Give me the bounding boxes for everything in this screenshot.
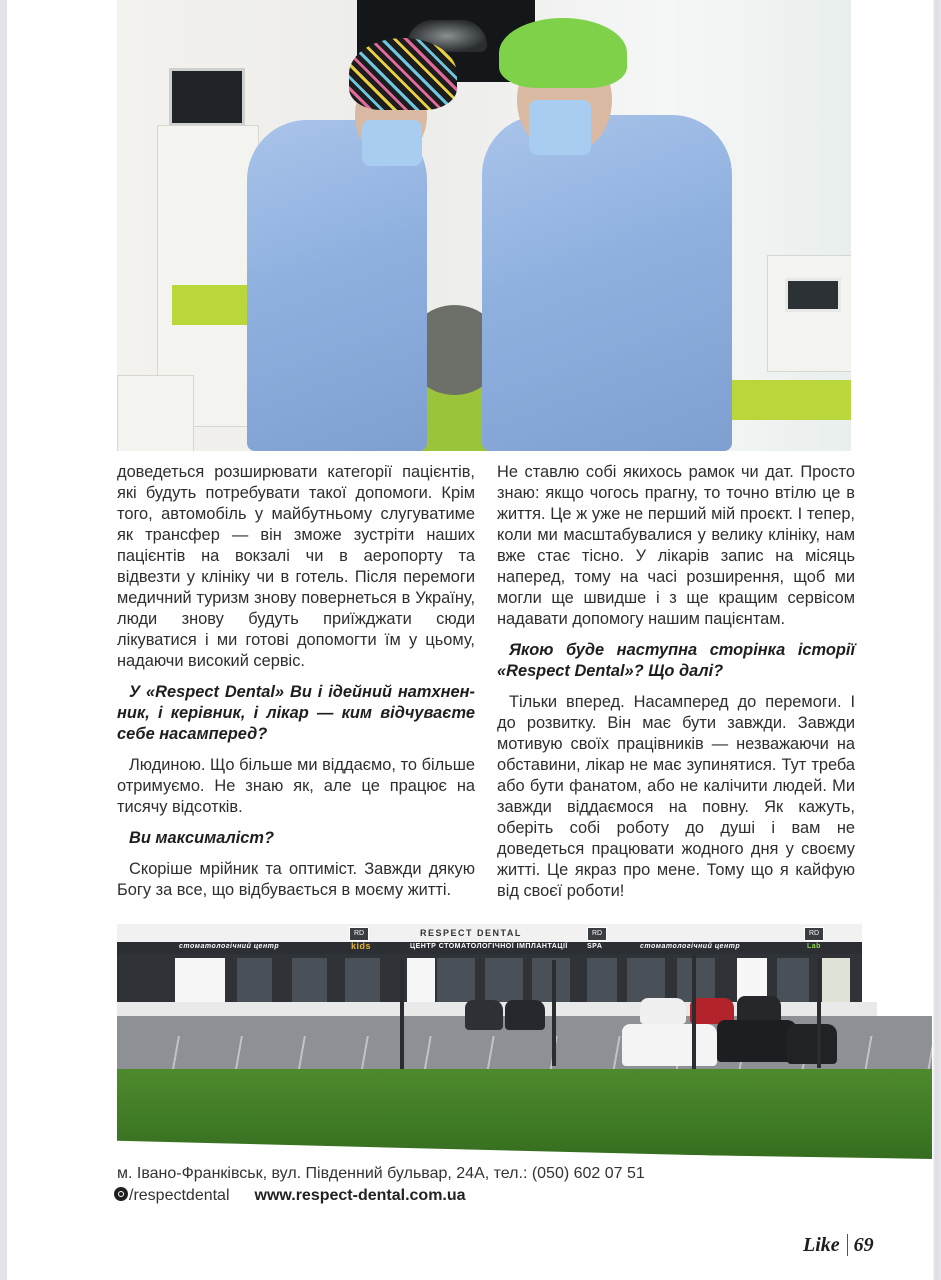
surgeon-left-mask xyxy=(362,120,422,166)
article-column-right xyxy=(497,462,855,912)
magazine-name: Like xyxy=(803,1234,840,1256)
lamp-post xyxy=(817,958,821,1068)
rd-logo: RD xyxy=(587,927,607,941)
unit-display xyxy=(785,278,841,312)
vital-monitor xyxy=(169,68,245,126)
surgical-unit xyxy=(767,255,851,372)
interview-question: Ви максималіст? xyxy=(129,829,274,847)
folio-divider xyxy=(847,1234,848,1256)
parked-car xyxy=(465,1000,503,1030)
parked-suv xyxy=(717,1020,797,1062)
sky-cutout xyxy=(862,924,932,1004)
surgeon-left-cap xyxy=(349,38,457,110)
surgery-photo xyxy=(117,0,851,451)
interview-question: Якою буде наступна сторінка історії «Respect Dental»? Що далі? xyxy=(497,641,855,680)
sign-dental-center-left: стоматологічний центр xyxy=(179,943,280,950)
parked-car xyxy=(787,1024,837,1064)
lamp-post xyxy=(400,960,404,1070)
interview-answer: Тільки вперед. Насамперед до перемоги. І до розвитку. Він має бути завжди. Завжди мотивую своїх працівників — незважаючи на обставини, лікар не має зупинятися. Тут треба або бути фанатом, або не калічити людей. Ми завжди віддаємося на повну. Як кажуть, оберіть собі роботу до душі і вам не доведеться працювати жодного дня у своєму житті. Це якраз про мене. Тому що я кайфую від своєї роботи! xyxy=(497,693,855,900)
white-panel xyxy=(407,958,435,1003)
lamp-post xyxy=(692,954,696,1069)
website-link[interactable]: www.respect-dental.com.ua xyxy=(254,1187,466,1204)
sign-lab: Lab xyxy=(807,943,821,950)
green-floor xyxy=(717,380,851,420)
interview-question: У «Respect Dental» Ви і ідейний натхненник, і керівник, і лікар — ким відчуваєте себе насамперед? xyxy=(117,683,475,743)
surgeon-right-gown xyxy=(482,115,732,451)
sign-implant-center: ЦЕНТР СТОМАТОЛОГІЧНОЇ ІМПЛАНТАЦІЇ xyxy=(410,943,568,950)
white-panel xyxy=(822,958,850,1003)
white-panel xyxy=(175,958,225,1003)
lamp-post xyxy=(552,960,556,1066)
sign-dental-center-right: стоматологічний центр xyxy=(640,943,741,950)
paragraph: Не ставлю собі якихось рамок чи дат. Просто знаю: якщо чогось прагну, то точно втілю це в життя. Це ж уже не перший мій проєкт. І тепер, коли ми масштабувалися у велику клініку, нам вже стає тісно. У лікарів запис на місяць наперед, тому на часі розширення, щоб ми могли ще швидше і з ще кращим сервісом надавати допомогу нашим пацієнтам. xyxy=(497,463,855,628)
parked-car xyxy=(505,1000,545,1030)
instagram-handle[interactable]: /respectdental xyxy=(129,1187,230,1204)
instagram-icon xyxy=(114,1187,128,1201)
clinic-address: м. Івано-Франківськ, вул. Південний бульвар, 24А, тел.: (050) 602 07 51 xyxy=(117,1165,645,1182)
sign-kids: kids xyxy=(351,941,372,951)
surgeon-right-cap xyxy=(499,18,627,88)
interview-answer: Людиною. Що більше ми віддаємо, то більше отримуємо. Не знаю як, але це працює на тисячу відсотків. xyxy=(117,756,475,816)
page-scroll-edge xyxy=(933,0,941,1280)
sign-spa: SPA xyxy=(587,943,603,950)
sink xyxy=(117,375,194,451)
page-left-edge xyxy=(0,0,7,1280)
lawn xyxy=(117,1069,932,1161)
rd-logo: RD xyxy=(804,927,824,941)
clinic-building-photo xyxy=(117,924,932,1164)
contact-links xyxy=(114,1187,466,1205)
brand-sign: RESPECT DENTAL xyxy=(420,928,522,938)
parked-car xyxy=(640,998,686,1024)
page-folio xyxy=(803,1234,874,1257)
article-column-left xyxy=(117,462,475,911)
page-number: 69 xyxy=(853,1234,874,1256)
surgeon-left-gown xyxy=(247,120,427,451)
surgeon-right-mask xyxy=(529,100,591,155)
rd-logo: RD xyxy=(349,927,369,941)
paragraph: доведеться розширювати категорії пацієнтів, які будуть потребувати такої допомоги. Крім того, автомобіль у майбутньому слугуватиме як трансфер — він зможе зустріти наших пацієнтів на вокзалі чи в аеропорту та відвезти у клініку чи в готель. Після перемоги медичний туризм знову повернеться в Україну, люди знову будуть приїжджати сюди лікуватися і ми готові допомогти їм у цьому, надаючи високий сервіс. xyxy=(117,463,475,670)
parked-suv xyxy=(622,1024,717,1066)
interview-answer: Скоріше мрійник та оптиміст. Завжди дякую Богу за все, що відбувається в моєму житті. xyxy=(117,860,475,899)
